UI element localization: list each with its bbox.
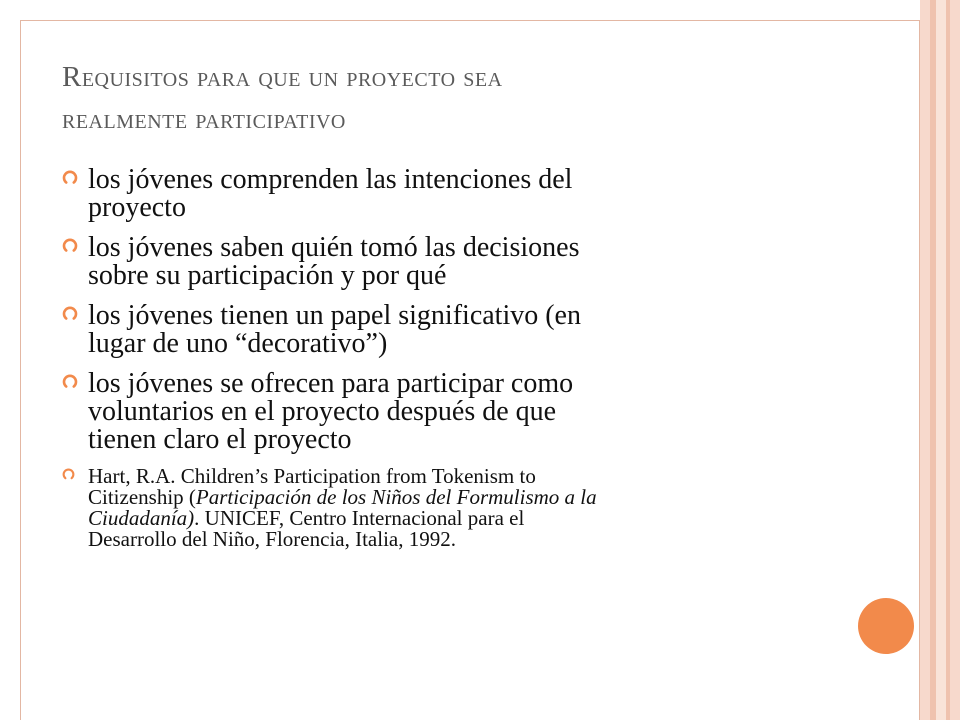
bullet-item <box>62 370 862 454</box>
bullet-item <box>62 234 862 290</box>
slide-title <box>62 56 882 140</box>
orange-circle <box>858 598 914 654</box>
title-line-1: Requisitos para que un proyecto sea <box>62 61 503 93</box>
bullet-icon <box>62 370 88 402</box>
bullet-text: los jóvenes tienen un papel significativo (en lugar de uno “decorativo”) <box>88 300 581 359</box>
bullet-item <box>62 302 862 358</box>
bullet-list <box>62 166 862 550</box>
reference-item <box>62 466 862 550</box>
bullet-icon <box>62 166 88 198</box>
stripe-5 <box>950 0 960 720</box>
bullet-text: los jóvenes se ofrecen para participar como voluntarios en el proyecto después de que tienen claro el proyecto <box>88 368 574 455</box>
stripe-3 <box>936 0 946 720</box>
title-line-2: realmente participativo <box>62 103 346 135</box>
stripe-1 <box>920 0 930 720</box>
bullet-icon <box>62 234 88 266</box>
bullet-icon <box>62 466 88 489</box>
bullet-text: los jóvenes comprenden las intenciones del proyecto <box>88 164 573 223</box>
right-stripes <box>920 0 960 720</box>
bullet-item <box>62 166 862 222</box>
bullet-text: los jóvenes saben quién tomó las decisiones sobre su participación y por qué <box>88 232 580 291</box>
reference-text: Hart, R.A. Children’s Participation from Tokenism to Citizenship (Participación de los Niños del Formulismo a la Ciudadanía). UNICEF, Centro Internacional para el Desarrollo del Niño, Florencia, Italia, 1992. <box>88 464 597 551</box>
bullet-icon <box>62 302 88 334</box>
